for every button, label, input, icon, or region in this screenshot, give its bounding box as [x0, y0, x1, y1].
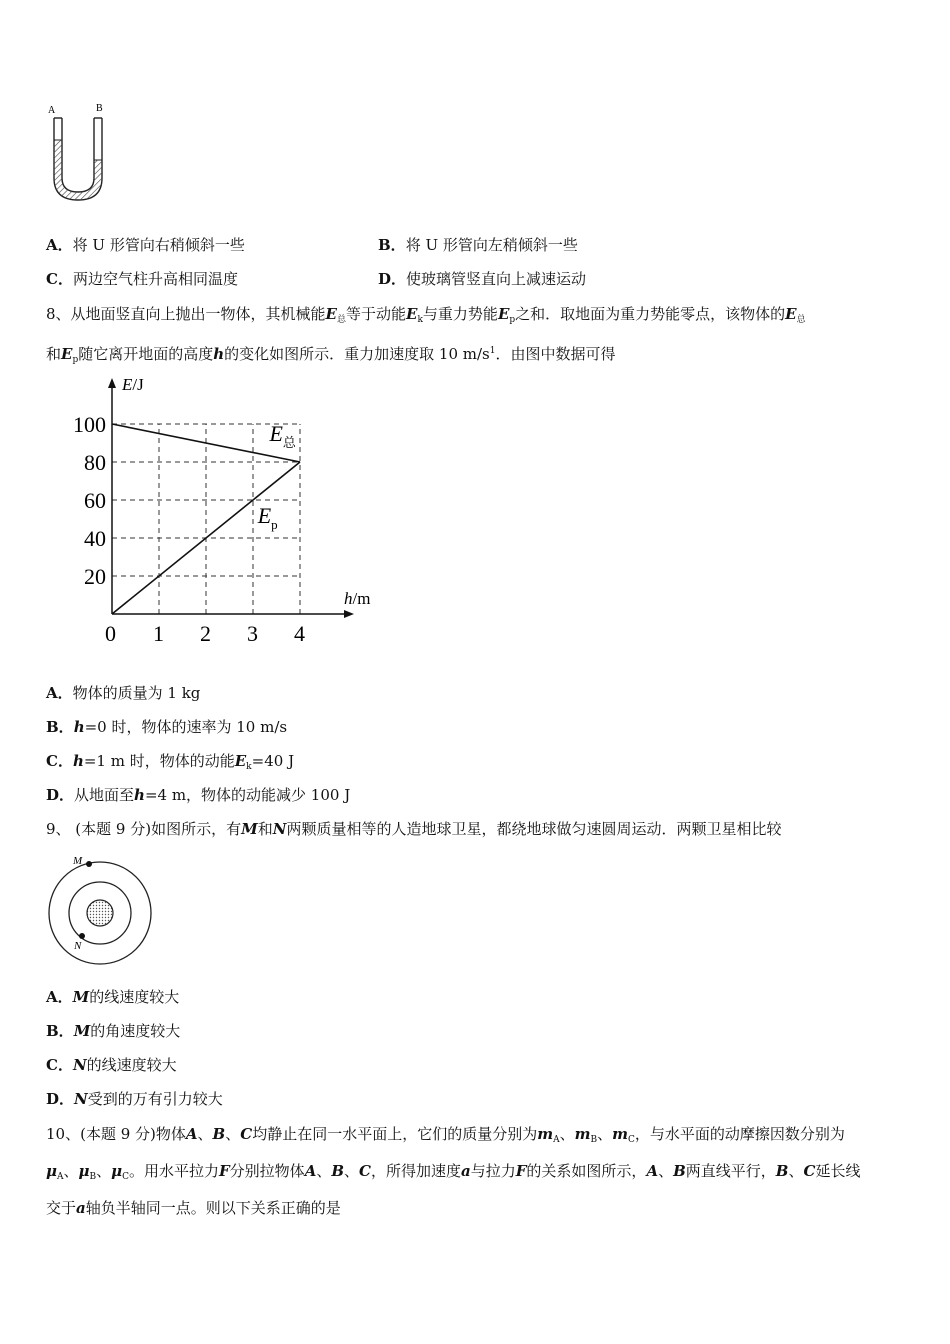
y-tick-label: 20: [84, 564, 106, 589]
series-label-e-total: $E_总$: [269, 421, 296, 451]
x-tick-label: 0: [105, 621, 116, 646]
option-text: 使玻璃管竖直向上减速运动: [406, 270, 587, 288]
utube-label-a: A: [48, 105, 56, 116]
option-letter: A．: [46, 236, 73, 254]
q7-option-d: [378, 268, 586, 290]
x-axis-arrow: [344, 610, 354, 618]
option-letter: C．: [46, 270, 73, 288]
y-axis-arrow: [108, 378, 116, 388]
q8-option-b: B．h=0 时，物体的速率为 10 m/s: [46, 718, 288, 736]
option-text: 将 U 形管向左稍倾斜一些: [405, 236, 578, 254]
option-text: 两边空气柱升高相同温度: [72, 270, 238, 288]
y-axis-label: E/J: [122, 375, 144, 394]
q10-stem-line2: $\mu_A$、$\mu_B$、$\mu_C$。用水平拉力F分别拉物体A、B、C，所得加速度a与拉力F的关系如图所示，A、B两直线平行，B、C延长线: [46, 1162, 861, 1182]
q8-option-d: D．从地面至h=4 m，物体的动能减少 100 J: [46, 786, 351, 804]
u-tube-figure: [44, 100, 114, 206]
q10-stem-line3: 交于a轴负半轴同一点。则以下关系正确的是: [46, 1199, 341, 1217]
q9-option-d: D．N受到的万有引力较大: [46, 1090, 223, 1108]
q8-stem-line2: 和$E_p$随它离开地面的高度h的变化如图所示．重力加速度取 10 $m/s^1$．由图中数据可得: [46, 345, 616, 365]
q7-option-c: [46, 268, 238, 290]
satellite-m: [86, 861, 92, 867]
q9-option-a: A．M的线速度较大: [46, 988, 180, 1006]
label-m: M: [73, 855, 83, 867]
x-tick-label: 4: [294, 621, 305, 646]
q9-stem: 9、 (本题 9 分)如图所示，有M和N两颗质量相等的人造地球卫星，都绕地球做匀速圆周运动．两颗卫星相比较: [46, 820, 782, 838]
y-tick-label: 80: [84, 450, 106, 475]
y-tick-label: 100: [73, 412, 106, 437]
label-n: N: [74, 940, 82, 952]
option-text: 将 U 形管向右稍倾斜一些: [72, 236, 245, 254]
q10-stem-line1: 10、(本题 9 分)物体A、B、C均静止在同一水平面上，它们的质量分别为$m_A$、$m_B$、$m_C$，与水平面的动摩擦因数分别为: [46, 1125, 845, 1145]
q9-option-c: C．N的线速度较大: [46, 1056, 177, 1074]
x-tick-label: 2: [200, 621, 211, 646]
energy-height-chart: [60, 372, 390, 652]
series-label-e-p: $E_p$: [257, 502, 278, 532]
x-tick-label: 1: [153, 621, 164, 646]
x-axis-label: h/m: [344, 589, 371, 608]
utube-label-b: B: [96, 103, 103, 114]
y-tick-label: 60: [84, 488, 106, 513]
earth: [87, 900, 113, 926]
satellite-orbits-figure: [44, 850, 160, 966]
satellite-n: [79, 933, 85, 939]
option-letter: B．: [378, 236, 406, 254]
q9-option-b: B．M的角速度较大: [46, 1022, 181, 1040]
y-tick-label: 40: [84, 526, 106, 551]
q8-option-c: C．h=1 m 时，物体的动能$E_k=40$ J: [46, 752, 295, 772]
q8-stem-line1: 8、从地面竖直向上抛出一物体，其机械能$E_总$等于动能$E_k$与重力势能$E_p$之和．取地面为重力势能零点，该物体的$E_总$: [46, 305, 806, 325]
q7-option-a: [46, 234, 245, 256]
x-tick-label: 3: [247, 621, 258, 646]
option-letter: D．: [378, 270, 407, 288]
q7-option-b: [378, 234, 578, 256]
q8-option-a: A．物体的质量为 1 kg: [46, 684, 201, 702]
